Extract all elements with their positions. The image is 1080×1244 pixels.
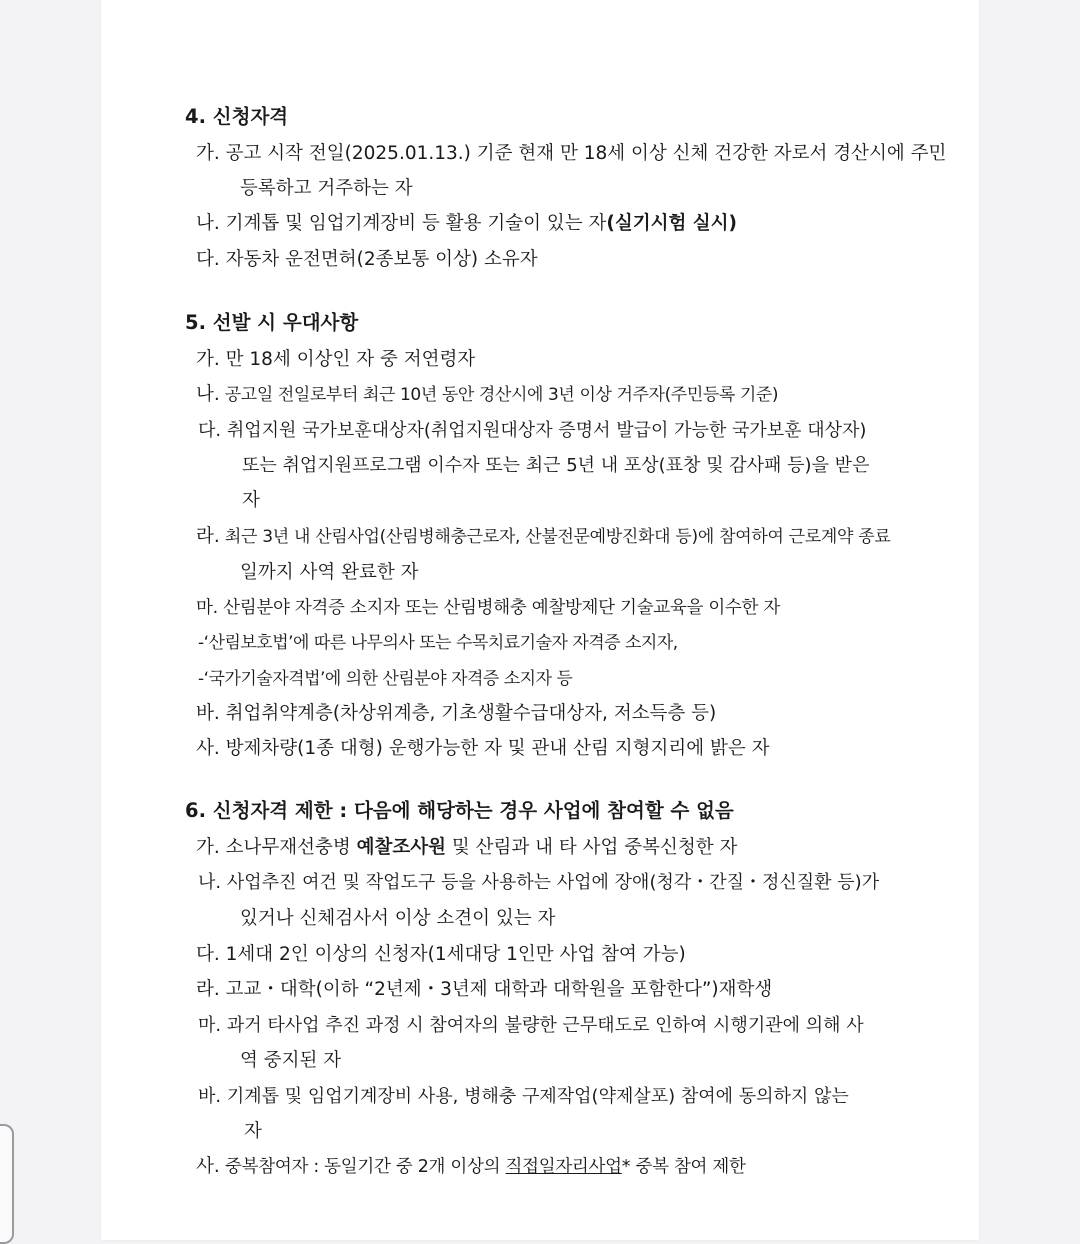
list-item-continuation: 등록하고 거주하는 자 [240,178,413,199]
section-heading: 5. 선발 시 우대사항 [185,311,359,334]
list-item: 나. 기계톱 및 임업기계장비 등 활용 기술이 있는 자(실기시험 실시) [196,213,737,234]
list-item: 라. 최근 3년 내 산림사업(산림병해충근로자, 산불전문예방진화대 등)에 참여하여 근로계약 종료 [196,526,891,547]
list-item-continuation: 있거나 신체검사서 이상 소견이 있는 자 [240,908,556,929]
section-heading: 4. 신청자격 [185,105,289,128]
list-item: 다. 1세대 2인 이상의 신청자(1세대당 1인만 사업 참여 가능) [196,944,686,965]
list-item: 나. 사업추진 여건 및 작업도구 등을 사용하는 사업에 장애(청각・간질・정신질환 등)가 [198,872,880,893]
scroll-handle[interactable] [0,1124,14,1244]
list-item: 사. 방제차량(1종 대형) 운행가능한 자 및 관내 산림 지형지리에 밝은 자 [196,738,770,759]
list-item-continuation: 일까지 사역 완료한 자 [240,562,419,583]
list-item: 바. 취업취약계층(차상위계층, 기초생활수급대상자, 저소득층 등) [196,703,717,724]
list-item: -‘국가기술자격법’에 의한 산림분야 자격증 소지자 등 [198,669,573,689]
emphasis-text: 예찰조사원 [356,837,446,858]
list-item: 사. 중복참여자 : 동일기간 중 2개 이상의 직접일자리사업* 중복 참여 제한 [196,1156,746,1177]
list-item-continuation: 역 중지된 자 [240,1050,342,1071]
list-item: 가. 소나무재선충병 예찰조사원 및 산림과 내 타 사업 중복신청한 자 [196,837,738,858]
list-item-continuation: 자 [242,490,260,511]
list-item-continuation: 또는 취업지원프로그램 이수자 또는 최근 5년 내 포상(표창 및 감사패 등)을 받은 [242,455,870,476]
list-item: 나. 공고일 전일로부터 최근 10년 동안 경산시에 3년 이상 거주자(주민등록 기준) [196,384,779,405]
list-item: 마. 산림분야 자격증 소지자 또는 산림병해충 예찰방제단 기술교육을 이수한 자 [196,598,780,618]
list-item: -‘산림보호법’에 따른 나무의사 또는 수목치료기술자 자격증 소지자, [198,633,678,653]
emphasis-text: (실기시험 실시) [606,213,737,234]
list-item: 가. 공고 시작 전일(2025.01.13.) 기준 현재 만 18세 이상 신체 건강한 자로서 경산시에 주민 [196,143,947,164]
list-item: 다. 취업지원 국가보훈대상자(취업지원대상자 증명서 발급이 가능한 국가보훈 대상자) [198,420,867,441]
document-page [101,0,979,1240]
list-item: 가. 만 18세 이상인 자 중 저연령자 [196,349,476,370]
section-heading: 6. 신청자격 제한 : 다음에 해당하는 경우 사업에 참여할 수 없음 [185,799,734,822]
list-item: 바. 기계톱 및 임업기계장비 사용, 병해충 구제작업(약제살포) 참여에 동의하지 않는 [198,1086,849,1107]
underlined-term: 직접일자리사업 [505,1157,622,1177]
list-item-continuation: 자 [244,1121,262,1142]
list-item: 마. 과거 타사업 추진 과정 시 참여자의 불량한 근무태도로 인하여 시행기관에 의해 사 [198,1015,864,1036]
list-item: 라. 고교・대학(이하 “2년제・3년제 대학과 대학원을 포함한다”)재학생 [196,979,773,1000]
list-item: 다. 자동차 운전면허(2종보통 이상) 소유자 [196,249,538,270]
